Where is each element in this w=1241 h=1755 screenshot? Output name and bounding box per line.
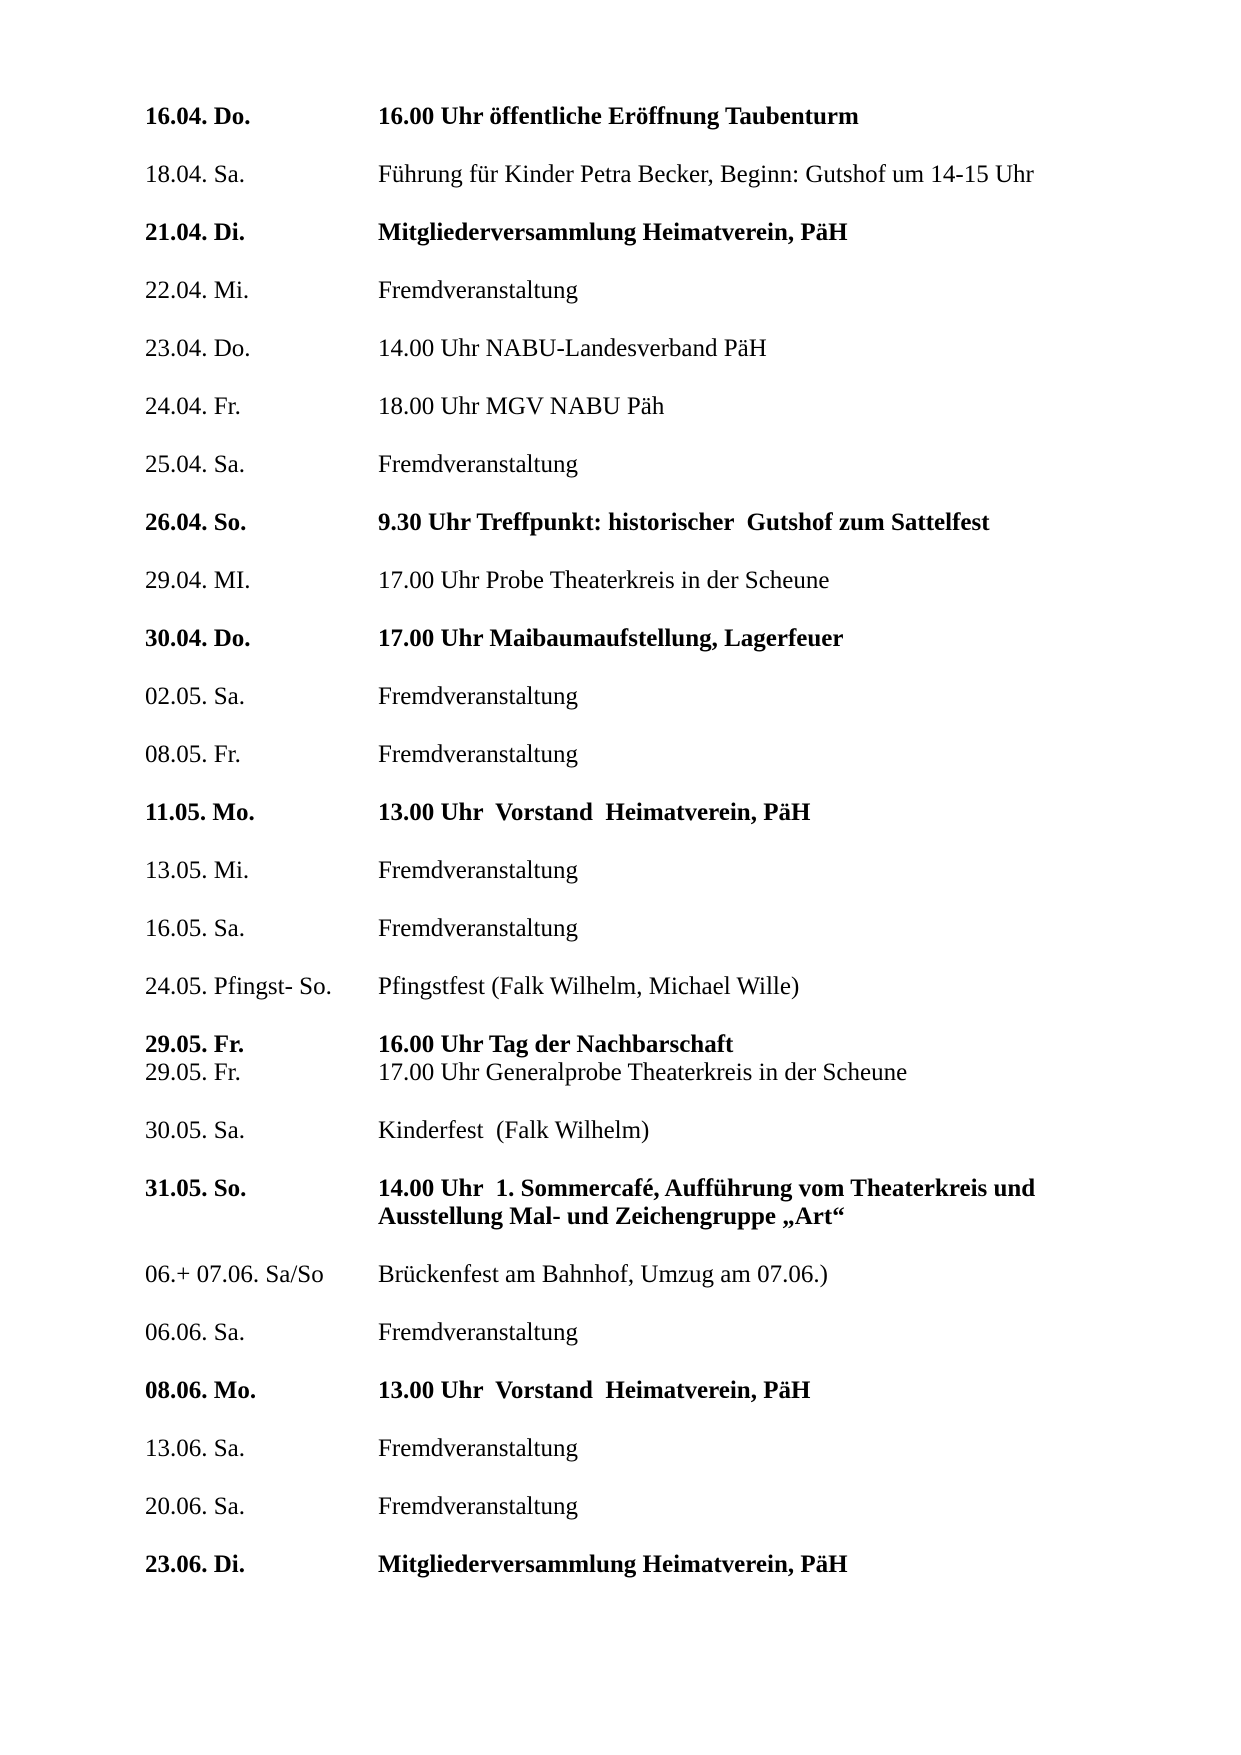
schedule-entry: [145, 1117, 1201, 1145]
event-date: 29.04. MI.: [145, 567, 251, 594]
event-date: 08.05. Fr.: [145, 741, 241, 768]
event-date: 22.04. Mi.: [145, 277, 250, 304]
event-description: 17.00 Uhr Generalprobe Theaterkreis in der Scheune: [378, 1059, 908, 1086]
event-line: [145, 219, 1201, 247]
event-date: 30.04. Do.: [145, 625, 251, 652]
event-description: Fremdveranstaltung: [378, 277, 578, 304]
schedule-entry: [145, 799, 1201, 827]
event-description: 14.00 Uhr NABU-Landesverband PäH: [378, 335, 767, 362]
event-description: 16.00 Uhr öffentliche Eröffnung Taubenturm: [378, 103, 859, 130]
schedule-entry: [145, 161, 1201, 189]
event-date: 30.05. Sa.: [145, 1117, 245, 1144]
event-description: Fremdveranstaltung: [378, 683, 578, 710]
event-description: Fremdveranstaltung: [378, 1319, 578, 1346]
event-description: 16.00 Uhr Tag der Nachbarschaft: [378, 1031, 734, 1058]
event-line: [145, 973, 1201, 1001]
event-description: 13.00 Uhr Vorstand Heimatverein, PäH: [378, 799, 811, 826]
event-description: 17.00 Uhr Maibaumaufstellung, Lagerfeuer: [378, 625, 844, 652]
event-date: 18.04. Sa.: [145, 161, 245, 188]
schedule-entry: [145, 219, 1201, 247]
schedule-entry: [145, 451, 1201, 479]
event-line: [145, 683, 1201, 711]
event-line: [145, 915, 1201, 943]
event-description: 17.00 Uhr Probe Theaterkreis in der Scheune: [378, 567, 830, 594]
event-line: [145, 1203, 1201, 1231]
event-line: [145, 625, 1201, 653]
event-date: 06.+ 07.06. Sa/So: [145, 1261, 324, 1288]
event-line: [145, 1435, 1201, 1463]
event-date: 16.04. Do.: [145, 103, 251, 130]
schedule-entry: [145, 625, 1201, 653]
event-line: [145, 799, 1201, 827]
event-description: Fremdveranstaltung: [378, 451, 578, 478]
event-date: 11.05. Mo.: [145, 799, 255, 826]
schedule-entry: [145, 1175, 1201, 1231]
event-description: 18.00 Uhr MGV NABU Päh: [378, 393, 665, 420]
event-description: 13.00 Uhr Vorstand Heimatverein, PäH: [378, 1377, 811, 1404]
schedule-entry: [145, 973, 1201, 1001]
event-line: [145, 1117, 1201, 1145]
event-date: 24.04. Fr.: [145, 393, 241, 420]
event-line: [145, 567, 1201, 595]
event-description: Mitgliederversammlung Heimatverein, PäH: [378, 1551, 848, 1578]
event-date: 24.05. Pfingst- So.: [145, 973, 332, 1000]
schedule-entry: [145, 1261, 1201, 1289]
event-description: Ausstellung Mal- und Zeichengruppe „Art“: [378, 1203, 845, 1230]
event-description: Führung für Kinder Petra Becker, Beginn: Gutshof um 14-15 Uhr: [378, 161, 1034, 188]
event-date: 23.04. Do.: [145, 335, 251, 362]
schedule-entry: [145, 1031, 1201, 1087]
event-line: [145, 1175, 1201, 1203]
schedule-list: [145, 103, 1201, 1579]
schedule-entry: [145, 277, 1201, 305]
event-date: 23.06. Di.: [145, 1551, 245, 1578]
event-date: 20.06. Sa.: [145, 1493, 245, 1520]
event-date: 26.04. So.: [145, 509, 247, 536]
event-description: Fremdveranstaltung: [378, 915, 578, 942]
event-line: [145, 277, 1201, 305]
event-description: Pfingstfest (Falk Wilhelm, Michael Wille): [378, 973, 800, 1000]
schedule-entry: [145, 1493, 1201, 1521]
event-line: [145, 857, 1201, 885]
event-line: [145, 103, 1201, 131]
event-line: [145, 1377, 1201, 1405]
event-line: [145, 1261, 1201, 1289]
event-date: 02.05. Sa.: [145, 683, 245, 710]
event-line: [145, 161, 1201, 189]
event-date: 31.05. So.: [145, 1175, 247, 1202]
schedule-entry: [145, 915, 1201, 943]
schedule-entry: [145, 857, 1201, 885]
event-line: [145, 741, 1201, 769]
schedule-entry: [145, 567, 1201, 595]
event-date: 29.05. Fr.: [145, 1031, 245, 1058]
schedule-entry: [145, 509, 1201, 537]
event-date: 13.06. Sa.: [145, 1435, 245, 1462]
event-description: Fremdveranstaltung: [378, 1435, 578, 1462]
event-description: Brückenfest am Bahnhof, Umzug am 07.06.): [378, 1261, 828, 1288]
event-description: 14.00 Uhr 1. Sommercafé, Aufführung vom Theaterkreis und: [378, 1175, 1036, 1202]
event-line: [145, 1031, 1201, 1059]
schedule-entry: [145, 393, 1201, 421]
event-line: [145, 509, 1201, 537]
schedule-entry: [145, 741, 1201, 769]
event-line: [145, 393, 1201, 421]
schedule-entry: [145, 335, 1201, 363]
schedule-entry: [145, 103, 1201, 131]
event-date: 25.04. Sa.: [145, 451, 245, 478]
schedule-entry: [145, 1319, 1201, 1347]
schedule-entry: [145, 1551, 1201, 1579]
event-date: 29.05. Fr.: [145, 1059, 241, 1086]
event-description: Fremdveranstaltung: [378, 1493, 578, 1520]
event-line: [145, 335, 1201, 363]
event-line: [145, 1493, 1201, 1521]
event-description: Mitgliederversammlung Heimatverein, PäH: [378, 219, 848, 246]
event-line: [145, 1059, 1201, 1087]
event-date: 08.06. Mo.: [145, 1377, 257, 1404]
schedule-entry: [145, 1377, 1201, 1405]
event-description: Fremdveranstaltung: [378, 741, 578, 768]
event-date: 13.05. Mi.: [145, 857, 250, 884]
event-date: 16.05. Sa.: [145, 915, 245, 942]
schedule-entry: [145, 1435, 1201, 1463]
schedule-entry: [145, 683, 1201, 711]
event-date: 06.06. Sa.: [145, 1319, 245, 1346]
event-description: 9.30 Uhr Treffpunkt: historischer Gutshof zum Sattelfest: [378, 509, 990, 536]
event-line: [145, 1319, 1201, 1347]
event-line: [145, 451, 1201, 479]
event-line: [145, 1551, 1201, 1579]
event-description: Kinderfest (Falk Wilhelm): [378, 1117, 650, 1144]
event-date: 21.04. Di.: [145, 219, 245, 246]
event-description: Fremdveranstaltung: [378, 857, 578, 884]
